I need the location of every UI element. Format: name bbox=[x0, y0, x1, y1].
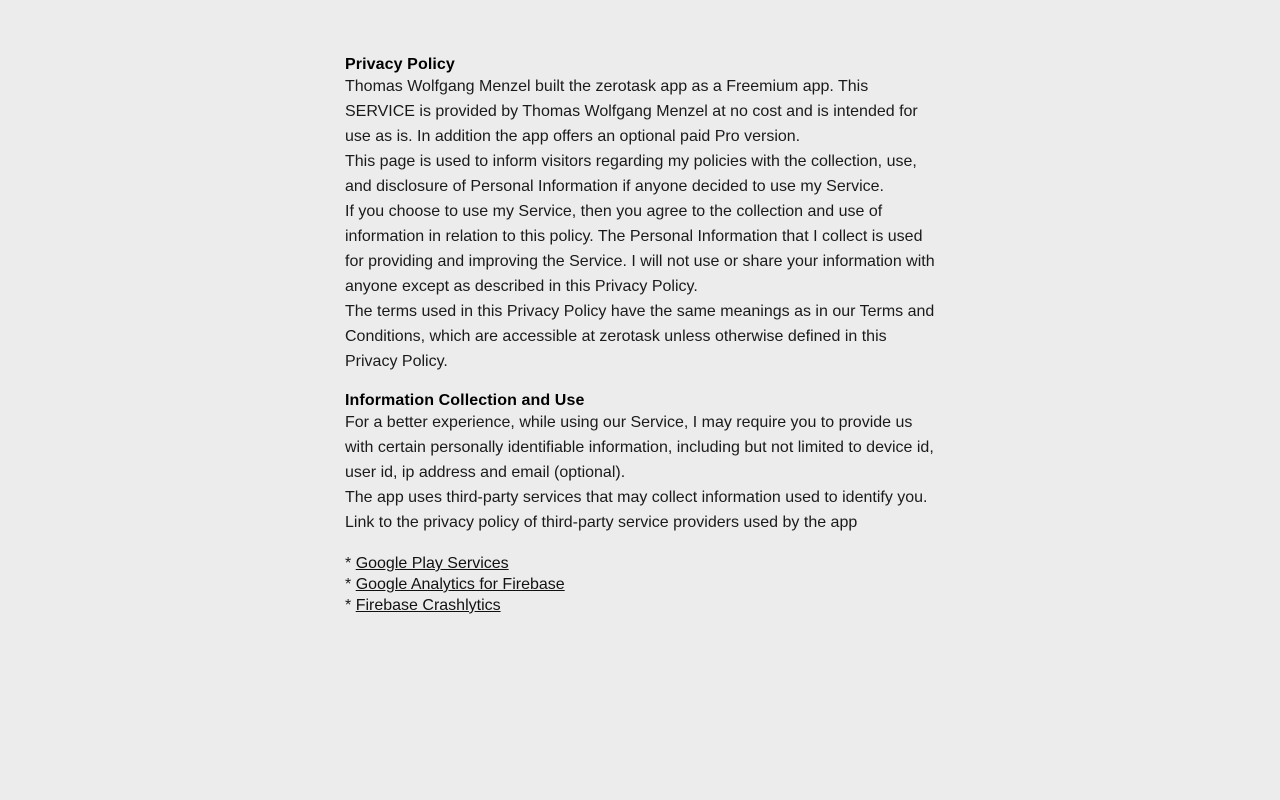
third-party-link-list bbox=[345, 553, 937, 616]
bullet-marker: * bbox=[345, 555, 352, 572]
paragraph-link-intro: Link to the privacy policy of third-party service providers used by the app bbox=[345, 514, 858, 531]
list-item bbox=[345, 553, 937, 574]
paragraph-terms: The terms used in this Privacy Policy have the same meanings as in our Terms and Conditions, which are accessible at zerotask unless otherwise defined in this Privacy Policy. bbox=[345, 303, 935, 370]
paragraph-purpose: This page is used to inform visitors regarding my policies with the collection, use, and disclosure of Personal Information if anyone decided to use my Service. bbox=[345, 153, 917, 195]
document-content bbox=[345, 0, 937, 616]
page-title: Privacy Policy bbox=[345, 56, 455, 73]
paragraph-third-party: The app uses third-party services that may collect information used to identify you. bbox=[345, 489, 928, 506]
section-information-collection bbox=[345, 374, 937, 410]
paragraph-personal-info: For a better experience, while using our Service, I may require you to provide us with certain personally identifiable information, including but not limited to device id, user id, ip address and email (optional). bbox=[345, 414, 934, 481]
list-item bbox=[345, 595, 937, 616]
bullet-marker: * bbox=[345, 597, 352, 614]
link-google-analytics-for-firebase[interactable]: Google Analytics for Firebase bbox=[355, 576, 565, 593]
link-google-play-services[interactable]: Google Play Services bbox=[355, 555, 509, 572]
bullet-marker: * bbox=[345, 576, 352, 593]
paragraph-intro: Thomas Wolfgang Menzel built the zerotask app as a Freemium app. This SERVICE is provided by Thomas Wolfgang Menzel at no cost and is intended for use as is. In addition the app offers an optional paid Pro version. bbox=[345, 78, 918, 145]
list-item bbox=[345, 574, 937, 595]
link-firebase-crashlytics[interactable]: Firebase Crashlytics bbox=[355, 597, 501, 614]
section-privacy-policy bbox=[345, 0, 937, 74]
section-heading-information-collection: Information Collection and Use bbox=[345, 392, 585, 409]
paragraph-consent: If you choose to use my Service, then you agree to the collection and use of information in relation to this policy. The Personal Information that I collect is used for providing and improving the Service. I will not use or share your information with anyone except as described in this Privacy Policy. bbox=[345, 203, 935, 295]
